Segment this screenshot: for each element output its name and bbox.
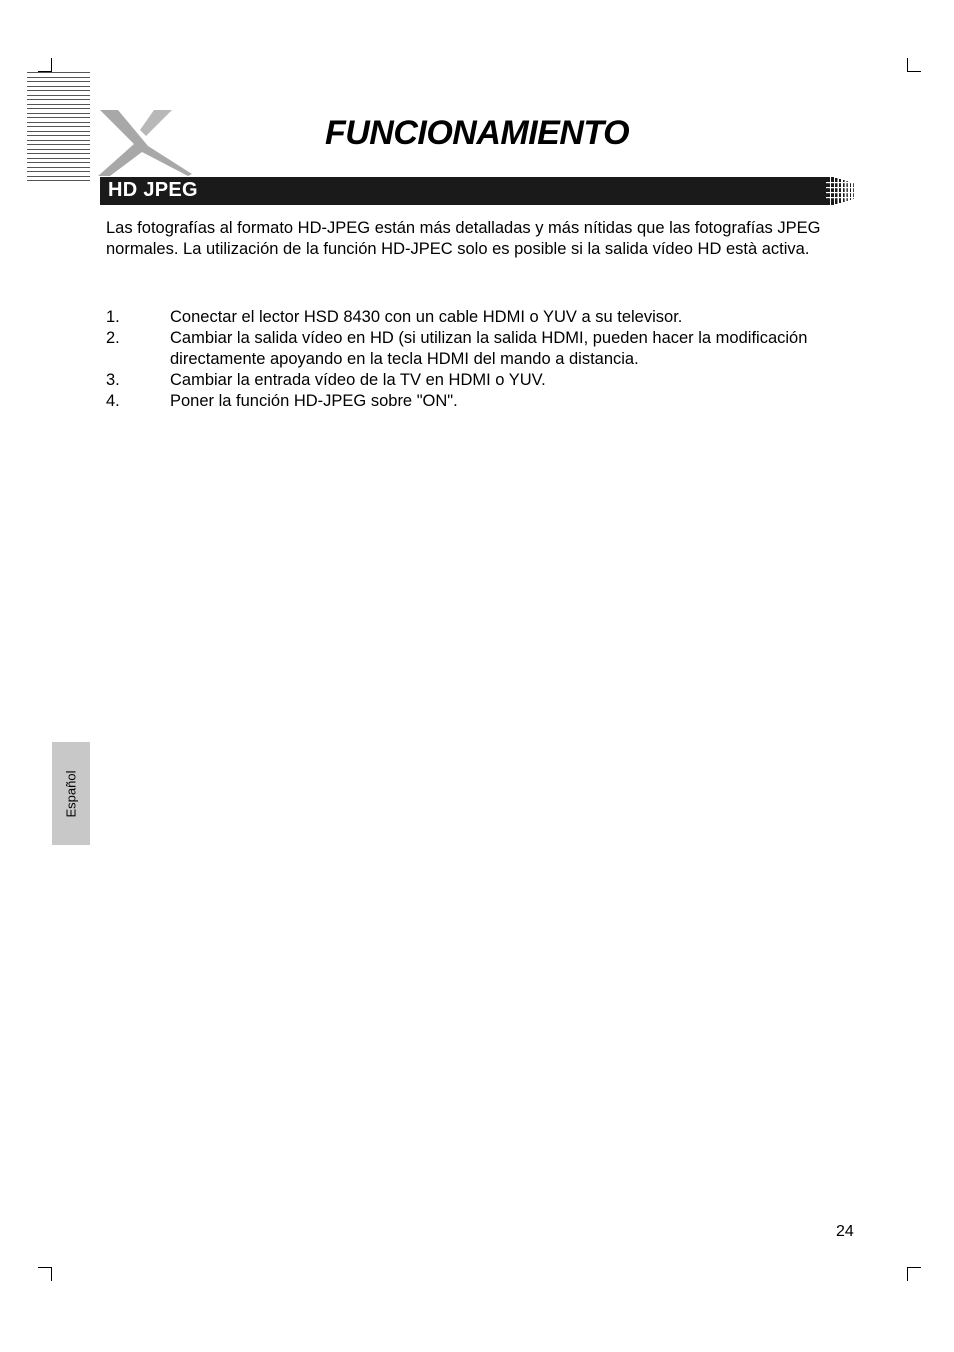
- step-text: Conectar el lector HSD 8430 con un cable HDMI o YUV a su televisor.: [170, 308, 683, 326]
- crop-mark-top-right: [907, 58, 921, 72]
- page-number: 24: [836, 1223, 854, 1240]
- crop-mark-top-left: [38, 58, 52, 72]
- section-heading: HD JPEG: [108, 179, 198, 201]
- section-heading-bar: [100, 177, 830, 205]
- page-title: FUNCIONAMIENTO: [324, 114, 630, 152]
- language-side-tab: [52, 742, 90, 845]
- step-text: Cambiar la salida vídeo en HD (si utilizan la salida HDMI, pueden hacer la modificación directamente apoyando en la tecla HDMI del mando a distancia.: [170, 329, 808, 368]
- crop-mark-bottom-left: [38, 1267, 52, 1281]
- list-item: [106, 391, 856, 412]
- list-item: [106, 370, 856, 391]
- step-number: 3.: [106, 371, 120, 389]
- list-item: [106, 328, 856, 370]
- step-number: 1.: [106, 308, 120, 326]
- section-bar-dot-fade: [826, 177, 856, 205]
- crop-mark-bottom-right: [907, 1267, 921, 1281]
- intro-paragraph: Las fotografías al formato HD-JPEG están más detalladas y más nítidas que las fotografías JPEG normales. La utilización de la función HD-JPEC solo es posible si la salida vídeo HD està activa.: [106, 219, 821, 258]
- step-number: 2.: [106, 329, 120, 347]
- steps-list: [106, 307, 856, 412]
- step-text: Poner la función HD-JPEG sobre "ON".: [170, 392, 458, 410]
- step-number: 4.: [106, 392, 120, 410]
- list-item: [106, 307, 856, 328]
- language-label: Español: [63, 770, 79, 817]
- step-text: Cambiar la entrada vídeo de la TV en HDMI o YUV.: [170, 371, 546, 389]
